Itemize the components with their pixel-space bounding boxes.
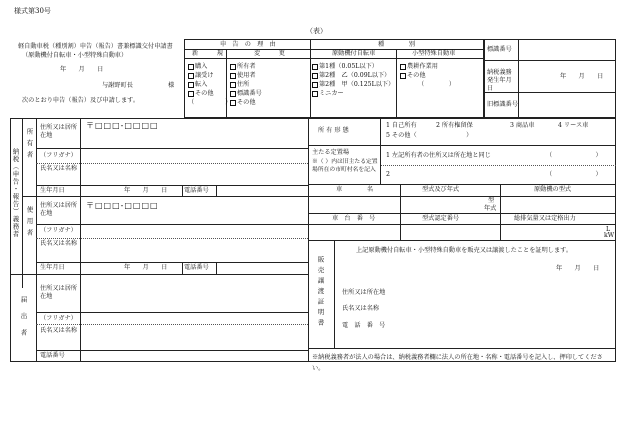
vehicle-type-suffix: 型 [488,197,495,204]
reason-change-label: 変 更 [254,50,285,57]
ownership-opt1[interactable]: 1 自己所有 [386,122,417,129]
user-label: 使用者 [25,206,34,241]
checkbox-type-agri[interactable]: 農耕作業用 [400,62,455,71]
checkbox-change-user[interactable]: 使用者 [230,71,262,80]
filer-name-label: 氏名又は名称 [40,327,78,334]
plate-number-label: 標識番号 [487,46,512,53]
submission-date: 年 月 日 [60,66,104,73]
filer-phone-label: 電話番号 [40,352,65,359]
owner-name-label: 氏名又は名称 [40,165,78,172]
ownership-opt5[interactable]: 5 その他（ ） [386,132,473,139]
vehicle-chassis-label: 車 台 番 号 [332,215,376,222]
footnote: ※納税義務者が法人の場合は、納税義務者欄に法人の所在地・名称・電話番号を記入し、押印してください。 [312,354,603,372]
vehicle-engine-label: 原動機の型式 [534,186,572,193]
transfer-statement: 上記原動機付自転車・小型特殊自動車を販売又は譲渡したことを証明します。 [356,247,573,254]
user-address-label: 住所又は居所在地 [40,202,78,217]
checkbox-change-owner[interactable]: 所有者 [230,62,262,71]
user-phone-label: 電話番号 [184,264,209,271]
filer-furigana-label: （フリガナ） [40,315,77,322]
type-moped-list [312,62,394,98]
owner-address-label: 住所又は居所在地 [40,124,78,139]
type-header: 種 別 [378,41,416,48]
checkbox-type-class2b[interactable]: 第2種 乙（0.09L以下） [312,71,394,80]
reason-new-list: 購入 譲受け 転入 その他 （ ） [188,63,232,106]
reason-header: 申 告 の 理 由 [220,41,276,48]
checkbox-type-special-other[interactable]: その他 [400,71,455,80]
storage-note: ※（ ）内は旧主たる定置場所在の市町村名を記入 [312,159,378,173]
unit-l: L [606,226,611,233]
type-special-label: 小型特殊自動車 [412,50,456,57]
checkbox-new-transfer[interactable]: 譲受け [188,71,231,80]
storage-option1[interactable]: 1 左記所有者の住所又は所在地と同じ [386,152,491,159]
owner-phone-label: 電話番号 [184,187,209,194]
user-birth-label: 生年月日 [40,264,65,271]
side-label: （表） [306,27,327,35]
type-moped-label: 原動機付自転車 [332,50,376,57]
tax-date-label: 納税義務発生年月日 [487,69,512,92]
transfer-address-label: 住所又は所在地 [342,289,386,296]
form-number: 様式第30号 [14,7,51,15]
owner-birth-label: 生年月日 [40,187,65,194]
checkbox-change-other[interactable]: その他 [230,98,262,107]
ownership-opt3[interactable]: 3 商品車 [510,122,535,129]
user-name-label: 氏名又は名称 [40,240,78,247]
owner-furigana-label: （フリガナ） [40,152,77,159]
filer-address-label: 住所又は居所在地 [40,285,78,300]
checkbox-new-purchase[interactable]: 購入 [188,62,231,71]
transfer-cert-side-label: 販売譲渡証明書 [316,256,325,330]
reason-change-list [230,62,262,107]
user-birth-value: 年 月 日 [124,264,168,271]
addressee: 与謝野町長 [102,82,133,89]
taxpayer-side-label: 納税（申告・報告）義務者 [11,148,20,238]
owner-postal[interactable]: 〒□□□-□□□□ [86,121,159,130]
storage-option2[interactable]: 2 [386,171,390,178]
owner-birth-value: 年 月 日 [124,187,168,194]
transfer-date: 年 月 日 [556,265,600,272]
vehicle-model-label: 型式及び年式 [422,186,460,193]
vehicle-displacement-label: 総排気量又は定格出力 [514,215,576,222]
checkbox-type-class1[interactable]: 第1種（0.05L以下） [312,62,394,71]
checkbox-type-class2a[interactable]: 第2種 甲（0.125L以下） [312,80,394,89]
checkbox-change-plate[interactable]: 標識番号 [230,89,262,98]
transfer-phone-label: 電 話 番 号 [342,322,386,329]
vehicle-cert-label: 型式認定番号 [422,215,460,222]
user-postal[interactable]: 〒□□□-□□□□ [86,201,159,210]
vehicle-year-suffix: 年式 [484,205,497,212]
form-title: 軽自動車税（種別割）申告（報告）書兼標識交付申請書 [18,43,173,50]
checkbox-type-minicar[interactable]: ミニカー [312,89,394,98]
storage-label: 主たる定置場 [312,149,350,156]
checkbox-new-movein[interactable]: 転入 [188,80,231,89]
reason-new-label: 新 規 [192,50,223,57]
old-plate-label: 旧標識番号 [487,101,518,108]
tax-date-value: 年 月 日 [560,73,604,80]
storage-option2-paren: （ ） [546,171,602,178]
storage-option1-paren: （ ） [546,152,602,159]
ownership-opt4[interactable]: 4 リース車 [558,122,589,129]
filer-side-label: 届出者 [19,296,28,346]
user-furigana-label: （フリガナ） [40,227,77,234]
ownership-opt2[interactable]: 2 所有権留保 [436,122,473,129]
transfer-name-label: 氏名又は名称 [342,305,380,312]
type-special-list: 農耕作業用 その他 （ ） [400,62,455,89]
unit-kw: kW [604,232,615,239]
form-subtitle: （原動機付自転車・小型特殊自動車） [22,52,128,59]
checkbox-new-other[interactable]: その他 [188,89,231,98]
submit-text: 次のとおり申告（報告）及び申請します。 [22,97,140,104]
checkbox-change-address[interactable]: 住所 [230,80,262,89]
owner-label: 所有者 [25,128,34,163]
ownership-label: 所有形態 [318,127,351,134]
honorific: 様 [168,82,175,89]
vehicle-name-label: 車 名 [336,186,374,193]
